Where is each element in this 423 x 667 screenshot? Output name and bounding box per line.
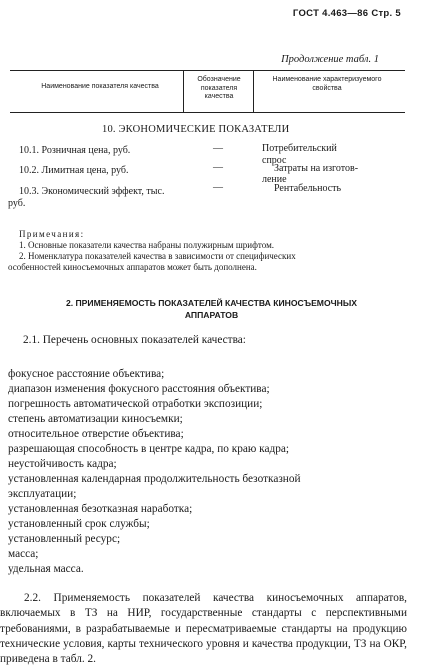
indicator-list-item: степень автоматизации киносъемки;: [8, 413, 183, 425]
table-row-name: руб.: [8, 198, 26, 209]
indicator-list-item: масса;: [8, 548, 39, 560]
indicator-list-item: установленная календарная продолжительность безотказной: [8, 473, 301, 485]
page-header: [293, 8, 401, 19]
table-row-property: Рентабельность: [274, 183, 342, 194]
table-row-property: Затраты на изготов-: [274, 163, 359, 174]
standard-number: ГОСТ 4.463—86: [292, 8, 369, 19]
notes-title: Примечания:: [19, 229, 85, 239]
indicator-list-item: фокусное расстояние объектива;: [8, 368, 165, 380]
indicator-list-item: установленный ресурс;: [8, 533, 121, 545]
column-header-symbol: Обозначение показателя качества: [197, 76, 241, 100]
note-item: 1. Основные показатели качества набраны полужирным шрифтом.: [19, 240, 275, 250]
table-section-title: 10. ЭКОНОМИЧЕСКИЕ ПОКАЗАТЕЛИ: [102, 124, 290, 135]
table-row-property: ление: [262, 174, 287, 185]
indicator-list-item: удельная масса.: [8, 563, 84, 575]
table-header-bottom-border: [10, 112, 405, 113]
indicator-list-item: диапазон изменения фокусного расстояния объектива;: [8, 383, 270, 395]
note-item: 2. Номенклатура показателей качества в зависимости от специфических: [19, 251, 296, 261]
table-column-divider: [183, 70, 184, 112]
table-top-border: [10, 70, 405, 71]
page-number: Стр. 5: [371, 8, 401, 19]
table-row-name: 10.1. Розничная цена, руб.: [19, 145, 131, 156]
table-column-divider: [253, 70, 254, 112]
table-row-name: 10.2. Лимитная цена, руб.: [19, 165, 129, 176]
column-header-name: Наименование показателя качества: [41, 83, 159, 90]
indicator-list-item: установленный срок службы;: [8, 518, 150, 530]
indicator-list-item: неустойчивость кадра;: [8, 458, 117, 470]
section-heading: 2. ПРИМЕНЯЕМОСТЬ ПОКАЗАТЕЛЕЙ КАЧЕСТВА КИНОСЪЕМОЧНЫХ: [65, 298, 358, 308]
paragraph-2-2: 2.2. Применяемость показателей качества киносъемочных аппаратов, включаемых в ТЗ на НИР, государственные стандарты с перспективными требованиями, в разрабатываемые и пересматриваемые стандарты на продукцию технические условия, карты технического уровня и качества продукции, ТЗ на ОКР, приведена в табл. 2.: [0, 592, 407, 666]
note-item: особенностей киносъемочных аппаратов может быть дополнена.: [8, 262, 257, 272]
section-heading: АППАРАТОВ: [184, 310, 239, 320]
indicator-list-item: погрешность автоматической отработки экспозиции;: [8, 398, 263, 410]
indicator-list-item: разрешающая способность в центре кадра, по краю кадра;: [8, 443, 290, 455]
table-row-symbol: —: [213, 162, 223, 173]
indicator-list-item: установленная безотказная наработка;: [8, 503, 193, 515]
table-row-property: спрос: [262, 155, 287, 166]
indicator-list-item: относительное отверстие объектива;: [8, 428, 184, 440]
column-header-property: Наименование характеризуемого свойства: [272, 76, 382, 92]
table-row-name: 10.3. Экономический эффект, тыс.: [19, 186, 165, 197]
paragraph-2-1: 2.1. Перечень основных показателей качества:: [23, 334, 246, 346]
indicator-list-item: эксплуатации;: [8, 488, 77, 500]
table-continuation-label: Продолжение табл. 1: [281, 54, 379, 65]
table-row-symbol: —: [213, 182, 223, 193]
table-row-property: Потребительский: [262, 143, 337, 154]
table-row-symbol: —: [213, 143, 223, 154]
